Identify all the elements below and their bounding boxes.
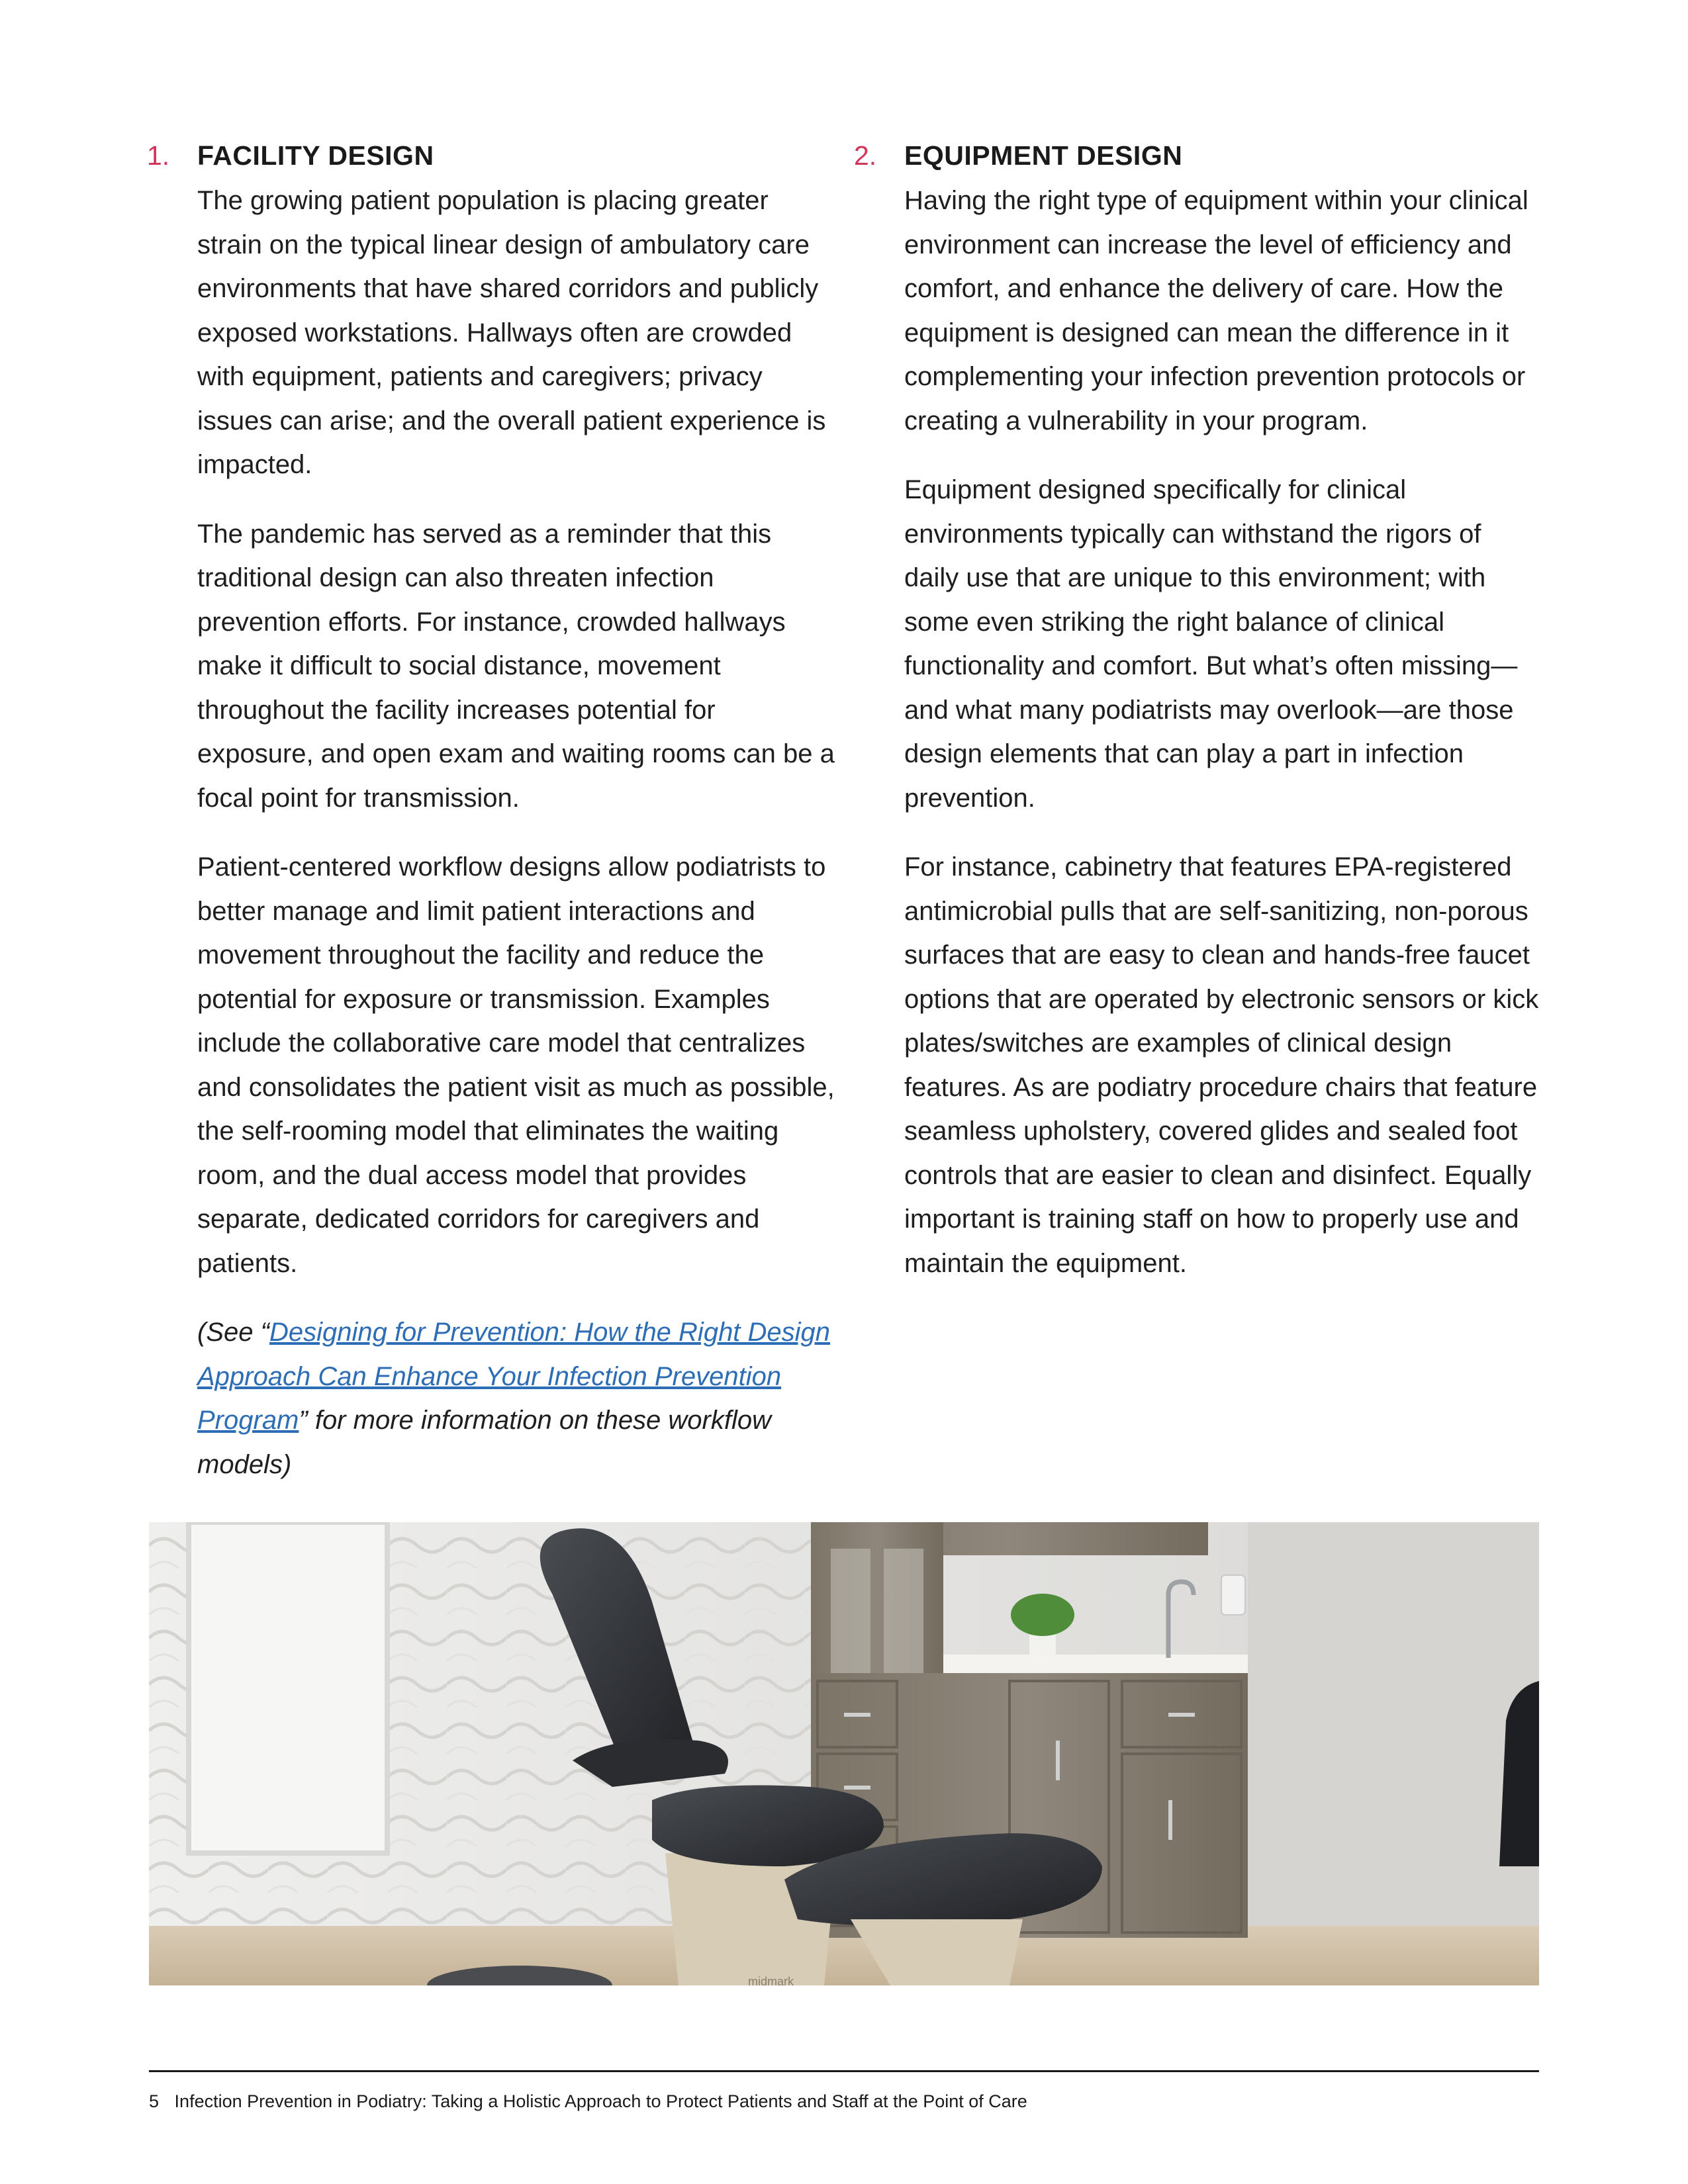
reference-note xyxy=(197,1310,835,1486)
page-footer xyxy=(149,2091,1027,2112)
section-heading xyxy=(854,140,1542,179)
paragraph: Equipment designed specifically for clinical environments typically can withstand the rigors of daily use that are unique to this environment; with some even striking the right balance of clinical functionality and comfort. But what’s often missing—and what many podiatrists may overlook—are those design elements that can play a part in infection prevention. xyxy=(904,475,1518,813)
window xyxy=(189,1522,387,1853)
footer-divider xyxy=(149,2070,1539,2072)
side-wall xyxy=(1248,1522,1539,1985)
paragraph: Patient-centered workflow designs allow podiatrists to better manage and limit patient interactions and movement throughout the facility and reduce the potential for exposure or transmission. Examples include the collaborative care model that centralizes and consolidates the patient visit as much as possible, the self-rooming model that eliminates the waiting room, and the dual access model that provides separate, dedicated corridors for caregivers and patients. xyxy=(197,852,835,1278)
section-equipment-design xyxy=(854,140,1542,1310)
paragraph: Having the right type of equipment within your clinical environment can increase the level of efficiency and comfort, and enhance the delivery of care. How the equipment is designed can mean the difference in it complementing your infection prevention protocols or creating a vulnerability in your program. xyxy=(904,186,1528,435)
section-facility-design xyxy=(147,140,835,1512)
glass-door xyxy=(831,1549,870,1681)
section-title: EQUIPMENT DESIGN xyxy=(904,140,1183,171)
section-number: 1. xyxy=(147,140,170,171)
footer-title: Infection Prevention in Podiatry: Taking a Holistic Approach to Protect Patients and Staff at the Point of Care xyxy=(174,2091,1027,2111)
glass-door xyxy=(884,1549,923,1681)
paragraph: The growing patient population is placing greater strain on the typical linear design of ambulatory care environments that have shared corridors and publicly exposed workstations. Hallways often are crowded with equipment, patients and caregivers; privacy issues can arise; and the overall patient experience is impacted. xyxy=(197,186,826,479)
section-title: FACILITY DESIGN xyxy=(197,140,434,171)
brand-label: midmark xyxy=(748,1975,794,1985)
exam-room-photo xyxy=(149,1522,1539,1985)
countertop xyxy=(943,1655,1248,1673)
note-suffix: ” for more information on these workflow models) xyxy=(197,1406,772,1479)
section-number: 2. xyxy=(854,140,877,171)
note-prefix: (See “ xyxy=(197,1318,269,1347)
page-number: 5 xyxy=(149,2091,160,2111)
reference-link[interactable]: Designing for Prevention: How the Right Design Approach Can Enhance Your Infection Prevention Program xyxy=(197,1318,831,1435)
paragraph: The pandemic has served as a reminder that this traditional design can also threaten infection prevention efforts. For instance, crowded hallways make it difficult to social distance, movement throughout the facility increases potential for exposure, and open exam and waiting rooms can be a focal point for transmission. xyxy=(197,519,835,813)
plant-leaves xyxy=(1011,1594,1074,1636)
paragraph: For instance, cabinetry that features EPA-registered antimicrobial pulls that are self-sanitizing, non-porous surfaces that are easy to clean and hands-free faucet options that are operated by electronic sensors or kick plates/switches are examples of clinical design features. As are podiatry procedure chairs that feature seamless upholstery, covered glides and sealed foot controls that are easier to clean and disinfect. Equally important is training staff on how to properly use and maintain the equipment. xyxy=(904,852,1539,1278)
section-heading xyxy=(147,140,835,179)
soap-dispenser xyxy=(1221,1575,1245,1615)
